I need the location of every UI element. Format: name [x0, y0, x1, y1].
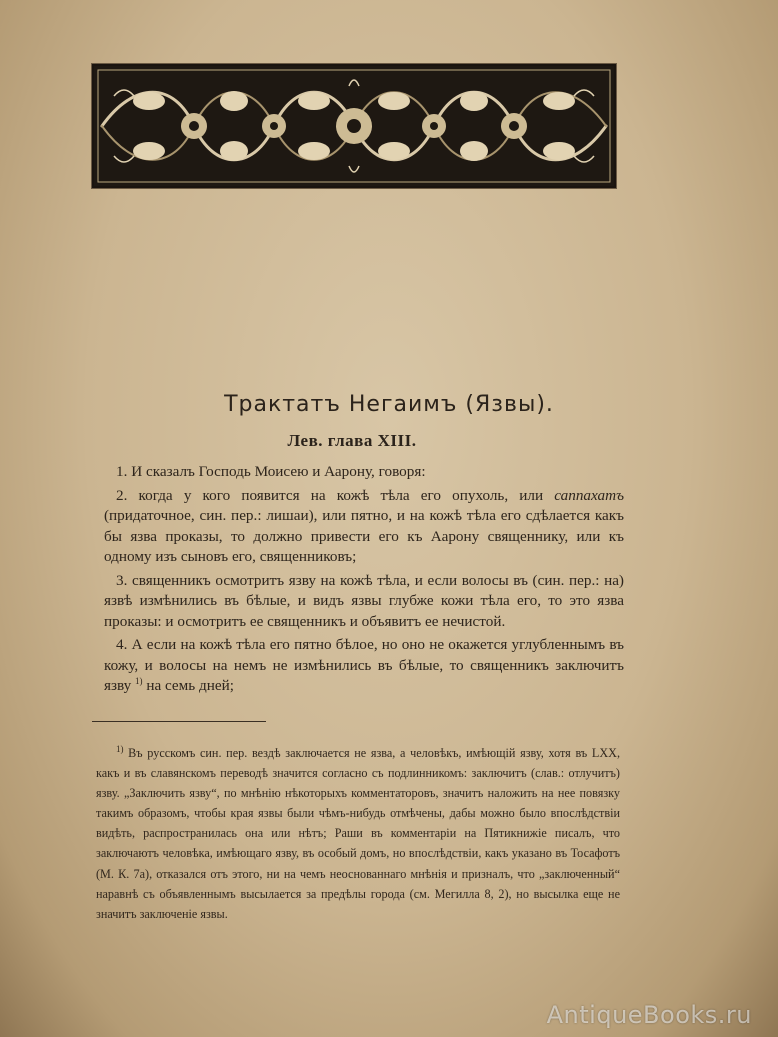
chapter-heading: Лев. глава XIII.: [287, 431, 417, 450]
watermark: AntiqueBooks.ru: [546, 1001, 752, 1029]
footnote-divider: [92, 721, 266, 722]
italic-term: саппахатъ: [554, 486, 624, 504]
verse-4: 4. А если на кожѣ тѣла его пятно бѣлое, но оно не окажется углубленнымъ въ кожу, и волосы на немъ не измѣнились въ бѣлые, то священникъ заключитъ язву $^{1)}$ на семь дней;: [104, 636, 624, 694]
footnote: [96, 743, 620, 924]
verse-2: 2. когда у кого появится на кожѣ тѣла его опухоль, или саппахатъ (придаточное, син. пер.: лишаи), или пятно, и на кожѣ тѣла его сдѣлается какъ бы язва проказы, то должно привести его къ Аарону священнику, или къ одному изъ сыновъ его, священниковъ;: [104, 486, 624, 565]
verse-3: 3. священникъ осмотритъ язву на кожѣ тѣла, и если волосы въ (син. пер.: на) язвѣ измѣнились въ бѣлые, и видъ язвы глубже кожи тѣла его, то это язва проказы: и осмотритъ ее священникъ и объявитъ ее нечистой.: [104, 571, 624, 630]
treatise-title: Трактатъ Негаимъ (Язвы).: [224, 392, 554, 417]
ornamental-headpiece: [92, 64, 616, 188]
footnote-reference[interactable]: 1): [135, 675, 143, 686]
footnote-text: Въ русскомъ син. пер. вездѣ заключается не язва, а человѣкъ, имѣющій язву, хотя въ LXX, какъ и въ славянскомъ переводѣ значится согласно съ подлинникомъ: заключитъ (слав.: отлучитъ) язву. „Заключить язву“, по мнѣнію нѣкоторыхъ комментаторовъ, значитъ наложить на нее повязку такимъ образомъ, чтобы края язвы были чѣмъ-нибудь отмѣчены, дабы можно было впослѣдствіи видѣть, распространилась она или нѣтъ; Раши въ комментаріи на Пятикнижіе писалъ, что заключаютъ человѣка, имѣющаго язву, въ особый домъ, но впослѣдствіи, какъ указано въ Тосафотъ (М. К. 7а), отказался отъ этого, ни на чемъ неоснованнаго мнѣнія и призналъ, что „заключенный“ наравнѣ съ объявленнымъ высылается за предѣлы города (см. Мегилла 8, 2), но высылка еще не значитъ заключеніе язвы.: [96, 746, 620, 921]
verse-1: 1. И сказалъ Господь Моисею и Аарону, говоря:: [116, 463, 426, 480]
footnote-mark: 1): [116, 743, 124, 754]
main-text: [104, 462, 624, 700]
floral-ornament-graphic: [94, 66, 614, 186]
